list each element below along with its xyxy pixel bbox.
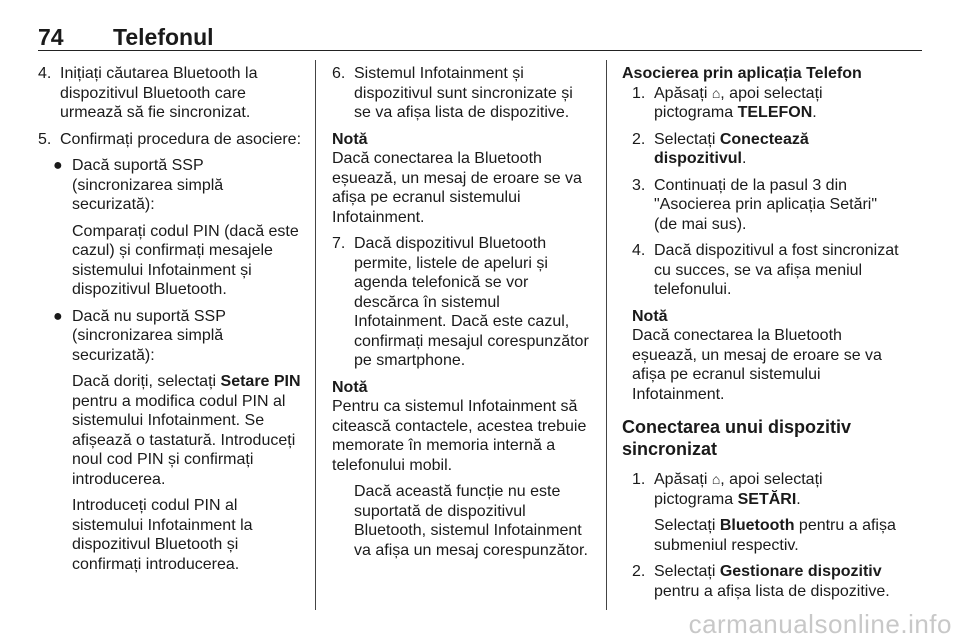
note-text: Dacă conectarea la Bluetooth eșuează, un mesaj de eroare se va afișa pe ecranul sistemului Infotainment. (332, 150, 582, 226)
note-3 (632, 307, 902, 405)
ui-label-telefon: TELEFON (737, 104, 813, 121)
step-number: 3. (632, 176, 646, 194)
step-a3 (632, 176, 902, 235)
step-number: 4. (632, 242, 646, 259)
ui-label-setari: SETĂRI (737, 490, 797, 508)
ui-label-bluetooth: Bluetooth (719, 517, 795, 534)
bullet-no-ssp (38, 307, 302, 366)
text-run: Selectați (654, 563, 720, 580)
step-number: 1. (632, 471, 646, 488)
chapter-title: Telefonul (113, 24, 214, 50)
note-indented-text: Dacă această funcție nu este suportată de dispozitivul Bluetooth, sistemul Infotainment va afișa un mesaj corespunzător. (354, 483, 588, 559)
bullet-mark: ● (53, 307, 63, 325)
column-divider (315, 60, 316, 610)
step-text: Inițiați căutarea Bluetooth la dispozitivul Bluetooth care urmează să fie sincronizat. (60, 65, 258, 121)
step-number: 5. (38, 130, 52, 148)
section-heading-connect-device: Conectarea unui dispozitiv sincronizat (622, 417, 852, 459)
bullet-text: Dacă suportă SSP (sincronizarea simplă securizată): (72, 157, 224, 213)
step-a2 (632, 130, 902, 169)
text-run: , apoi selectați pictograma (654, 84, 823, 121)
ui-label-setare-pin: Setare PIN (220, 373, 301, 390)
step-c1 (632, 470, 902, 509)
step-5 (38, 130, 302, 150)
note-text: Dacă conectarea la Bluetooth eșuează, un mesaj de eroare se va afișa pe ecranul sistemului Infotainment. (632, 327, 882, 403)
text-run: pentru a afișa submeniul respectiv. (654, 517, 896, 554)
column-2 (332, 64, 594, 567)
step-c1-detail (632, 516, 902, 555)
step-6 (332, 64, 594, 123)
note-2 (332, 378, 594, 476)
text-run: Apăsați (654, 471, 712, 488)
step-a4 (632, 241, 902, 300)
text-run: . (742, 150, 747, 167)
column-divider (606, 60, 607, 610)
text-run: Selectați (654, 517, 720, 534)
step-4 (38, 64, 302, 123)
step-7 (332, 234, 594, 371)
bullet-text: Dacă nu suportă SSP (sincronizarea simplă securizată): (72, 307, 226, 364)
note-heading: Notă (332, 378, 368, 396)
step-text: Confirmați procedura de asociere: (60, 130, 302, 148)
step-text: Dacă dispozitivul Bluetooth permite, listele de apeluri și agenda telefonică se vor descărca în sistemul Infotainment. Dacă este cazul, confirmați mesajul corespunzător pe smartphone. (354, 235, 589, 369)
step-number: 7. (332, 235, 346, 252)
home-icon: ⌂ (711, 84, 721, 101)
column-1 (38, 64, 302, 581)
home-icon: ⌂ (711, 471, 721, 487)
bullet-detail: Comparați codul PIN (dacă este cazul) și confirmați mesajele sistemului Infotainment și dispozitivul Bluetooth. (72, 222, 299, 298)
text-run: Dacă doriți, selectați (72, 373, 221, 390)
step-text: Sistemul Infotainment și dispozitivul sunt sincronizate și se va afișa lista de dispozitive. (354, 65, 573, 121)
step-a1 (632, 84, 902, 123)
column-3 (622, 64, 902, 608)
step-c2 (632, 562, 902, 601)
section-heading-phone-app: Asocierea prin aplicația Telefon (622, 65, 862, 82)
watermark: carmanualsonline.info (688, 609, 952, 639)
note-1 (332, 130, 594, 228)
text-run: . (812, 104, 817, 121)
note-heading: Notă (632, 307, 668, 325)
ui-label-conecteaza: Conectează dispozitivul (654, 130, 809, 167)
step-number: 4. (38, 65, 52, 82)
text-run: Selectați (654, 130, 720, 148)
bullet-ssp (38, 156, 302, 215)
step-number: 1. (632, 84, 646, 102)
text-run: . (796, 490, 801, 508)
step-number: 2. (632, 563, 646, 580)
text-run: , apoi selectați pictograma (654, 471, 823, 508)
text-run: pentru a afișa lista de dispozitive. (654, 582, 890, 600)
note-text: Pentru ca sistemul Infotainment să citească contactele, acestea trebuie memorate în memoria internă a telefonului mobil. (332, 398, 587, 474)
step-text: Dacă dispozitivul a fost sincronizat cu succes, se va afișa meniul telefonului. (654, 242, 899, 298)
text-run: Apăsați (654, 84, 712, 102)
page-header (38, 24, 922, 51)
ui-label-gestionare: Gestionare dispozitiv (719, 563, 882, 580)
step-text: Continuați de la pasul 3 din "Asocierea prin aplicația Setări" (de mai sus). (654, 176, 878, 233)
page-number: 74 (38, 24, 64, 50)
step-number: 6. (332, 65, 346, 82)
bullet-detail: Introduceți codul PIN al sistemului Infotainment la dispozitivul Bluetooth și confirmați introducerea. (72, 497, 253, 573)
bullet-mark: ● (53, 157, 63, 174)
note-heading: Notă (332, 130, 368, 148)
step-number: 2. (632, 130, 646, 148)
bullet-detail (38, 372, 302, 489)
text-run: pentru a modifica codul PIN al sistemului Infotainment. Se afișează o tastatură. Introduceți noul cod PIN și confirmați introducerea. (72, 392, 296, 488)
